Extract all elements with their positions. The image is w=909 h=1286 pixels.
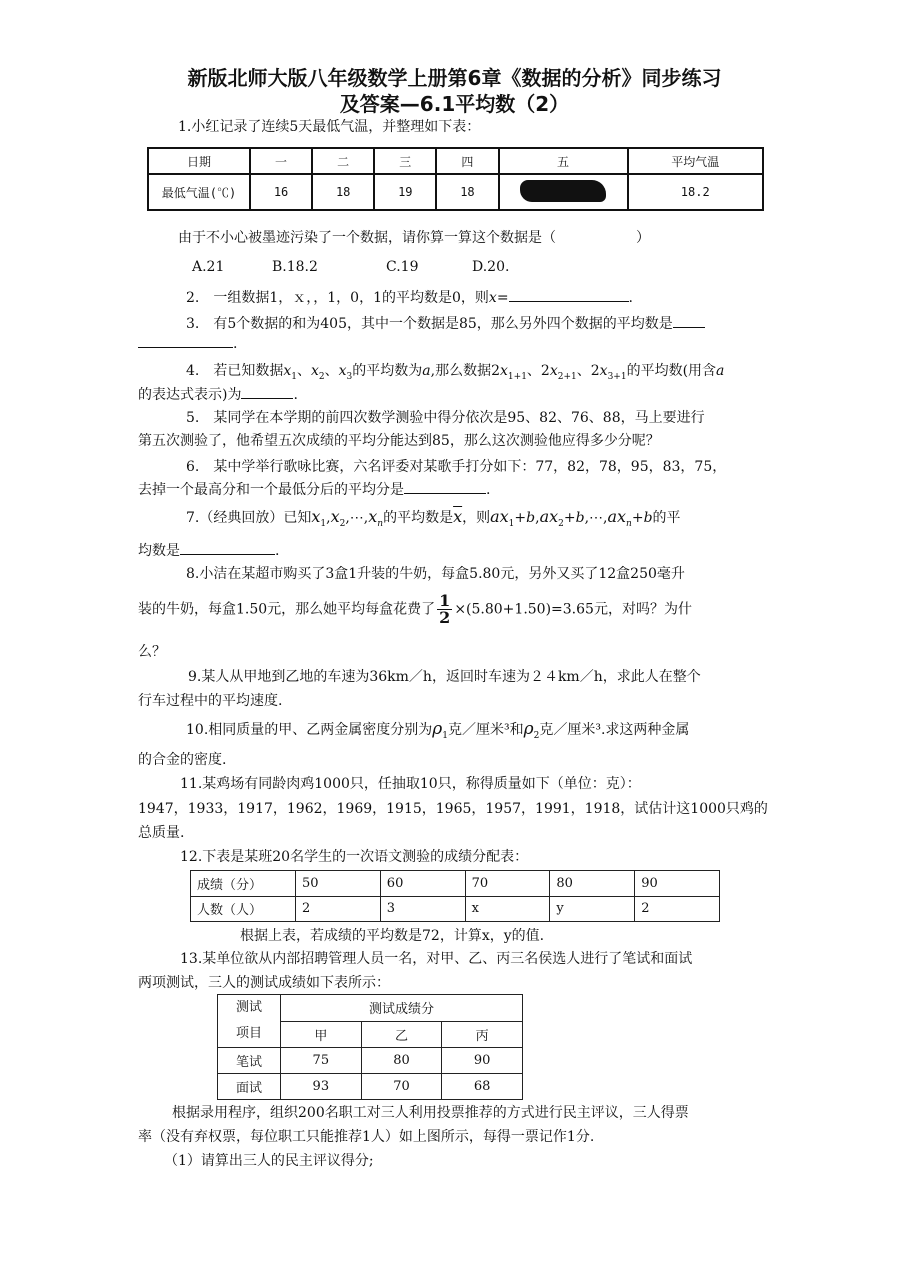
q13-line2: 两项测试，三人的测试成绩如下表所示： [138,975,390,991]
q13-col-header: 甲 [281,1021,362,1048]
q12-cell: 3 [380,896,465,922]
page-title-line1: 新版北师大版八年级数学上册第6章《数据的分析》同步练习 [187,66,722,90]
q13-cell: 80 [361,1048,442,1074]
q1-header-cell: 三 [374,148,436,174]
q10-text: 克／厘米³和 [448,722,524,738]
q1-cell: 19 [374,174,436,210]
q1-header-cell: 五 [499,148,628,174]
q13-corner-bottom: 项目 [235,1026,262,1041]
q1-row-label: 最低气温(℃) [148,174,250,210]
q13-line1: 13.某单位欲从内部招聘管理人员一名，对甲、乙、丙三名侯选人进行了笔试和面试 [180,951,693,967]
q4-line1: 4. 若已知数据$x_1$、$x_2$、$x_3$的平均数为a,那么数据$2x_{1+1}$、$2x_{2+1}$、$2x_{3+1}$的平均数(用含a [186,363,725,382]
q13-cell: 93 [281,1074,362,1100]
q2 [186,287,633,307]
q6-line1: 6. 某中学举行歌咏比赛，六名评委对某歌手打分如下：77，82，78，95，83，75， [186,459,727,475]
q2-var: x [488,290,497,306]
q8-line2 [138,593,692,626]
q13-col-header: 丙 [442,1021,523,1048]
q12-cell: 成绩（分） [191,871,296,897]
q2-answer-blank[interactable] [509,301,629,302]
q4-end: . [293,387,298,403]
q13-cell: 75 [281,1048,362,1074]
q1-cell: 18 [312,174,374,210]
q12-cell: x [465,896,550,922]
q3 [186,313,705,333]
q9-line2: 行车过程中的平均速度. [138,693,283,709]
q7-text: 7.（经典回放）已知 [186,510,312,526]
q10-line2: 的合金的密度. [138,752,227,768]
q1-header-cell: 一 [250,148,312,174]
q9-line1: 9.某人从甲地到乙地的车速为36km／h，返回时车速为２４km／h，求此人在整个 [188,669,701,685]
q2-end: . [628,290,633,306]
q4-line2 [138,384,298,404]
q11-line3: 总质量. [138,825,185,841]
q1-header-cell: 二 [312,148,374,174]
q13-row-label: 面试 [218,1074,281,1100]
q1-header-cell: 平均气温 [628,148,764,174]
q13-cell: 70 [361,1074,442,1100]
q1-header-cell: 日期 [148,148,250,174]
ink-blot-icon [520,180,606,202]
q4-text: 那么数据 [435,363,492,379]
q4-answer-blank[interactable] [241,398,293,399]
q12-cell: 90 [635,871,720,897]
q12-cell: 2 [296,896,381,922]
q13-para2: 率（没有弃权票，每位职工只能推荐1人）如上图所示，每得一票记作1分. [138,1129,595,1145]
frac-numerator: 1 [439,591,451,610]
q12-cell: 2 [635,896,720,922]
one-half-fraction [437,593,452,626]
q7-answer-blank[interactable] [180,554,275,555]
q11-line2: 1947，1933，1917，1962，1969，1915，1965，1957，1991，1918，试估计这1000只鸡的 [138,801,768,817]
q2-equals: = [496,290,509,306]
q5-line1: 5. 某同学在本学期的前四次数学测验中得分依次是95、82、76、88，马上要进行 [186,410,705,426]
q12-cell: 80 [550,871,635,897]
q12-cell: 70 [465,871,550,897]
q7-line1: 7.（经典回放）已知$x_1,x_2,\cdots,x_n$的平均数是$\overline{x}$，则$ax_1+b,ax_2+b,\cdots,ax_n+b$的平 [186,507,681,530]
q1-intro: 1.小红记录了连续5天最低气温，并整理如下表： [178,119,481,135]
q10-text: 克／厘米³.求这两种金属 [539,722,690,738]
q4-text: 的平均数为 [352,363,423,379]
q1-option: A.21 [192,259,225,275]
q7-text: 的平 [652,510,681,526]
q1-cell: 16 [250,174,312,210]
q13-col-header: 乙 [361,1021,442,1048]
q8-line3: 么？ [138,644,166,660]
q12-score-table [190,870,720,922]
q10-line1: 10.相同质量的甲、乙两金属密度分别为$\rho_1$克／厘米³和$\rho_2$克／厘米³.求这两种金属 [186,719,690,741]
q1-option: C.19 [386,259,419,275]
q1-option: D.20. [472,259,510,275]
q12-after: 根据上表，若成绩的平均数是72，计算x，y的值. [240,928,545,944]
q1-header-cell: 四 [436,148,498,174]
q7-text: 的平均数是 [383,510,454,526]
q3-answer-blank-cont[interactable] [138,347,233,348]
q13-corner-top: 测试 [235,1000,262,1015]
q11-line1: 11.某鸡场有同龄肉鸡1000只，任抽取10只，称得质量如下（单位：克）： [180,776,641,792]
q1-prompt-end: ） [636,230,650,246]
q1-cell: 18 [436,174,498,210]
q13-cell: 90 [442,1048,523,1074]
q5-line2: 第五次测验了，他希望五次成绩的平均分能达到85，那么这次测验他应得多少分呢？ [138,433,660,449]
q4-text: 的平均数(用含 [626,363,717,379]
q8-line1: 8.小洁在某超市购买了3盒1升装的牛奶，每盒5.80元，另外又买了12盒250毫升 [186,566,685,582]
q13-corner-cell [218,995,281,1048]
q12-cell: 60 [380,871,465,897]
q13-sub1: （1）请算出三人的民主评议得分; [164,1153,374,1169]
q12-cell: 50 [296,871,381,897]
q1-prompt [178,227,650,247]
q1-prompt-text: 由于不小心被墨迹污染了一个数据，请你算一算这个数据是（ [178,230,556,246]
q13-para1: 根据录用程序，组织200名职工对三人利用投票推荐的方式进行民主评议，三人得票 [172,1105,689,1121]
q12-cell: y [550,896,635,922]
frac-denominator: 2 [439,608,451,627]
q3-line2 [138,336,237,352]
q8-text: ×(5.80+1.50)=3.65元，对吗？为什 [454,601,692,618]
q1-cell: 18.2 [628,174,764,210]
q1-temperature-table [147,147,764,211]
q6-answer-blank[interactable] [404,493,486,494]
q6-text: 去掉一个最高分和一个最低分后的平均分是 [138,482,404,498]
q7-end: . [275,543,280,559]
q6-line2 [138,479,490,499]
q2-text: 2. 一组数据1，ｘ，，1，0，1的平均数是0，则 [186,290,489,306]
q6-end: . [486,482,491,498]
page-title-line2: 及答案—6.1平均数（2） [339,92,570,116]
q3-end: . [233,336,238,352]
q13-cell: 68 [442,1074,523,1100]
q13-score-table [217,994,523,1100]
q13-row-label: 笔试 [218,1048,281,1074]
q10-text: 10.相同质量的甲、乙两金属密度分别为 [186,722,433,738]
q4-text: 的表达式表示)为 [138,387,242,403]
q1-option: B.18.2 [272,259,318,275]
q8-text: 装的牛奶，每盒1.50元，那么她平均每盒花费了 [138,601,436,618]
q13-group-header: 测试成绩分 [281,995,523,1022]
q3-answer-blank[interactable] [673,327,705,328]
q4-text: 4. 若已知数据 [186,363,284,379]
q3-text: 3. 有5个数据的和为405，其中一个数据是85，那么另外四个数据的平均数是 [186,316,673,332]
q7-text: 均数是 [138,543,180,559]
q7-text: ，则 [462,510,491,526]
q12-intro: 12.下表是某班20名学生的一次语文测验的成绩分配表： [180,849,529,865]
ink-blot-cell [499,174,628,210]
q12-cell: 人数（人） [191,896,296,922]
q7-line2 [138,540,279,560]
